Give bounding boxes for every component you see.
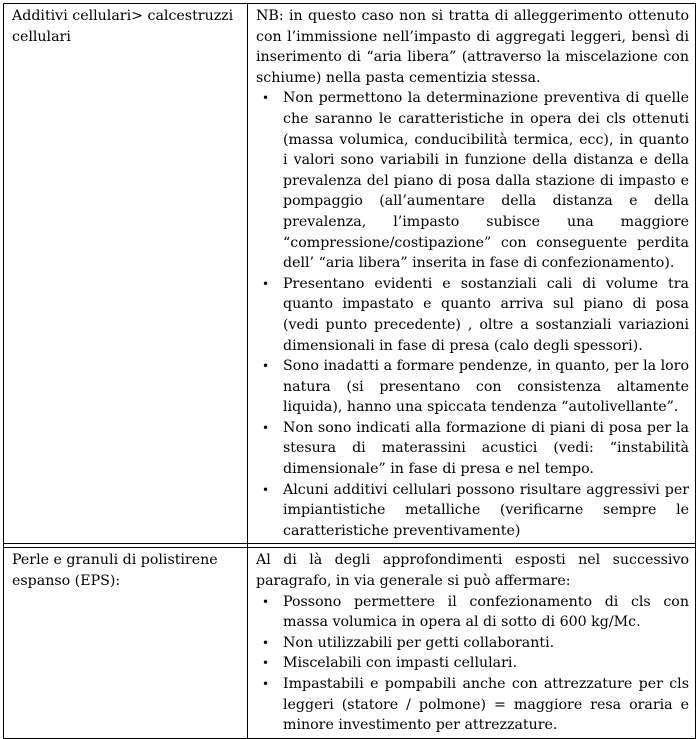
bullet-icon: • [262,91,270,106]
list-item: • Impastabili e pompabili anche con attrezzature per cls leggeri (statore / polmone) = maggiore resa oraria e minore investimento per attrezzature. [262,676,689,734]
bullet-icon: • [262,420,270,435]
list-item: • Miscelabili con impasti cellulari. [283,653,689,674]
bullet-icon: • [262,482,270,497]
row-intro: NB: in questo caso non si tratta di alleggerimento ottenuto con l’immissione nell’impasto di aggregati leggeri, bensì di inserimento di “aria libera” (attraverso la miscelazione con schiume) nella pasta cementizia stessa. [256,8,689,86]
bullet-list [256,592,689,736]
list-item: • Possono permettere il confezionamento di cls con massa volumica in opera al di sotto di 600 kg/Mc. [262,593,689,631]
list-item: • Non permettono la determinazione preventiva di quelle che saranno le caratteristiche in opera dei cls ottenuti (massa volumica, conducibilità termica, ecc), in quanto i valori sono variabili in funzione della distanza e della prevalenza del piano di posa dalla stazione di impasto e pompaggio (all’aumentare della distanza e della prevalenza, l’impasto subisce una maggiore “compressione/costipazione” con conseguente perdita dell’ “aria libera” inserita in fase di confezionamento). [262,90,689,272]
bullet-icon: • [262,276,270,291]
row-label-cell [4,548,248,738]
list-item: • Non utilizzabili per getti collaboranti. [283,633,689,654]
row-label-cell [4,4,248,544]
list-item: • Non sono indicati alla formazione di piani di posa per la stesura di materassini acustici (vedi: “instabilità dimensionale” in fase di presa e nel tempo. [262,419,689,478]
row-label: Perle e granuli di polistirene espanso (EPS): [12,552,218,590]
bullet-icon: • [262,594,270,609]
bullet-icon: • [262,677,270,691]
table-row [4,548,696,738]
list-item: • Sono inadatti a formare pendenze, in quanto, per la loro natura (si presentano con consistenza altamente liquida), hanno una spiccata tendenza “autolivellante”. [262,358,689,416]
materials-table [3,3,696,739]
row-content-cell [248,4,696,544]
bullet-icon: • [262,359,270,374]
list-item: • Alcuni additivi cellulari possono risultare aggressivi per impiantistiche metalliche (verificarne sempre le caratteristiche preventivamente) [262,481,689,539]
row-intro: Al di là degli approfondimenti esposti nel successivo paragrafo, in via generale si può affermare: [256,552,689,590]
table-row [4,4,696,544]
row-label: Additivi cellulari> calcestruzzi cellulari [12,8,234,45]
list-item: • Presentano evidenti e sostanziali cali di volume tra quanto impastato e quanto arriva sul piano di posa (vedi punto precedente) , oltre a sostanziali variazioni dimensionali in fase di presa (calo degli spessori). [262,275,689,354]
bullet-list [256,88,689,541]
row-content-cell [248,548,696,738]
bullet-icon: • [262,656,270,671]
bullet-icon: • [262,635,270,650]
